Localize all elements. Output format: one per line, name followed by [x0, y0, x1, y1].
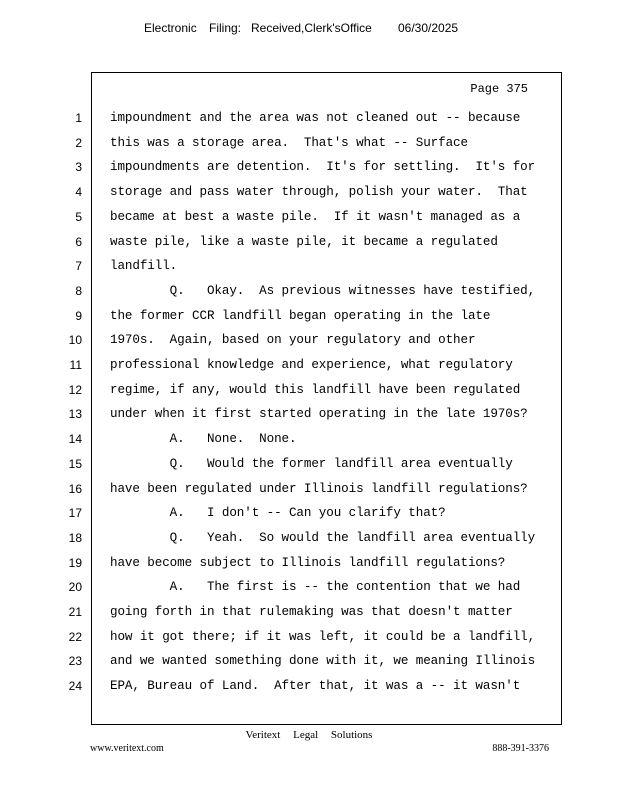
- line-text: have become subject to Illinois landfill regulations?: [110, 555, 506, 570]
- transcript-line: [0, 679, 618, 699]
- line-number: 1: [75, 111, 82, 125]
- line-text: waste pile, like a waste pile, it became a regulated: [110, 234, 498, 249]
- line-number: 20: [68, 580, 82, 595]
- line-number: 21: [68, 605, 82, 619]
- footer-legal: Legal: [293, 729, 319, 741]
- line-text: regime, if any, would this landfill have been regulated: [110, 382, 521, 397]
- line-text: going forth in that rulemaking was that doesn't matter: [110, 605, 513, 619]
- line-number: 19: [68, 555, 82, 570]
- transcript-line: [0, 457, 618, 477]
- line-text: professional knowledge and experience, what regulatory: [110, 358, 513, 372]
- line-number: 14: [68, 432, 82, 447]
- header-electronic: Electronic: [144, 21, 197, 35]
- transcript-line: [0, 482, 618, 502]
- transcript-line: [0, 580, 618, 600]
- line-number: 23: [68, 654, 82, 669]
- line-number: 2: [75, 135, 82, 150]
- footer-veritext: Veritext: [245, 729, 281, 741]
- transcript-line: [0, 556, 618, 576]
- line-number: 16: [68, 481, 82, 496]
- line-text: Q. Yeah. So would the landfill area eventually: [110, 530, 536, 545]
- line-number: 12: [68, 382, 82, 397]
- transcript-line: [0, 407, 618, 427]
- line-number: 4: [75, 185, 82, 200]
- line-text: A. I don't -- Can you clarify that?: [110, 506, 446, 521]
- transcript-line: [0, 284, 618, 304]
- transcript-line: [0, 432, 618, 452]
- transcript-line: [0, 630, 618, 650]
- header-filing: Filing:: [209, 21, 242, 35]
- line-text: impoundments are detention. It's for settling. It's for: [110, 160, 536, 175]
- transcript-line: [0, 111, 618, 131]
- footer-website: www.veritext.com: [90, 743, 164, 754]
- line-number: 17: [68, 506, 82, 521]
- line-number: 10: [68, 333, 82, 348]
- line-text: became at best a waste pile. If it wasn't managed as a: [110, 209, 521, 224]
- line-text: and we wanted something done with it, we meaning Illinois: [110, 654, 536, 669]
- line-number: 13: [68, 407, 82, 422]
- transcript-line: [0, 210, 618, 230]
- footer-solutions: Solutions: [330, 729, 373, 741]
- line-text: the former CCR landfill began operating in the late: [110, 308, 491, 323]
- line-number: 15: [68, 456, 82, 471]
- transcript-line: [0, 654, 618, 674]
- line-text: storage and pass water through, polish your water. That: [110, 185, 528, 200]
- line-number: 6: [75, 234, 82, 249]
- transcript-line: [0, 333, 618, 353]
- line-text: EPA, Bureau of Land. After that, it was a -- it wasn't: [110, 679, 521, 694]
- line-number: 5: [75, 209, 82, 224]
- line-number: 3: [75, 160, 82, 175]
- line-text: A. The first is -- the contention that we had: [110, 580, 521, 595]
- transcript-line: [0, 136, 618, 156]
- line-number: 7: [75, 259, 82, 274]
- page-number: Page 375: [470, 82, 528, 96]
- line-number: 24: [68, 679, 82, 694]
- transcript-line: [0, 358, 618, 378]
- line-text: A. None. None.: [110, 432, 297, 447]
- transcript-line: [0, 531, 618, 551]
- line-text: 1970s. Again, based on your regulatory and other: [110, 333, 476, 348]
- line-text: have been regulated under Illinois landfill regulations?: [110, 481, 528, 496]
- line-text: impoundment and the area was not cleaned out -- because: [110, 111, 521, 125]
- transcript-line: [0, 160, 618, 180]
- line-text: Q. Okay. As previous witnesses have testified,: [110, 283, 536, 298]
- header-date: 06/30/2025: [398, 21, 459, 35]
- line-number: 18: [68, 530, 82, 545]
- transcript-line: [0, 259, 618, 279]
- line-number: 22: [68, 629, 82, 644]
- transcript-line: [0, 506, 618, 526]
- line-text: this was a storage area. That's what -- Surface: [110, 135, 468, 150]
- line-text: under when it first started operating in the late 1970s?: [110, 407, 528, 422]
- filing-header: [0, 21, 618, 37]
- line-number: 11: [69, 358, 82, 372]
- line-number: 8: [75, 283, 82, 298]
- line-text: landfill.: [110, 259, 178, 274]
- header-received: Received,Clerk'sOffice: [251, 21, 372, 35]
- transcript-line: [0, 185, 618, 205]
- line-text: how it got there; if it was left, it could be a landfill,: [110, 629, 536, 644]
- line-text: Q. Would the former landfill area eventually: [110, 456, 513, 471]
- footer-phone: 888-391-3376: [492, 743, 549, 754]
- footer-brand: [0, 729, 618, 741]
- line-number: 9: [75, 308, 82, 323]
- transcript-line: [0, 309, 618, 329]
- transcript-line: [0, 605, 618, 625]
- transcript-line: [0, 235, 618, 255]
- transcript-line: [0, 383, 618, 403]
